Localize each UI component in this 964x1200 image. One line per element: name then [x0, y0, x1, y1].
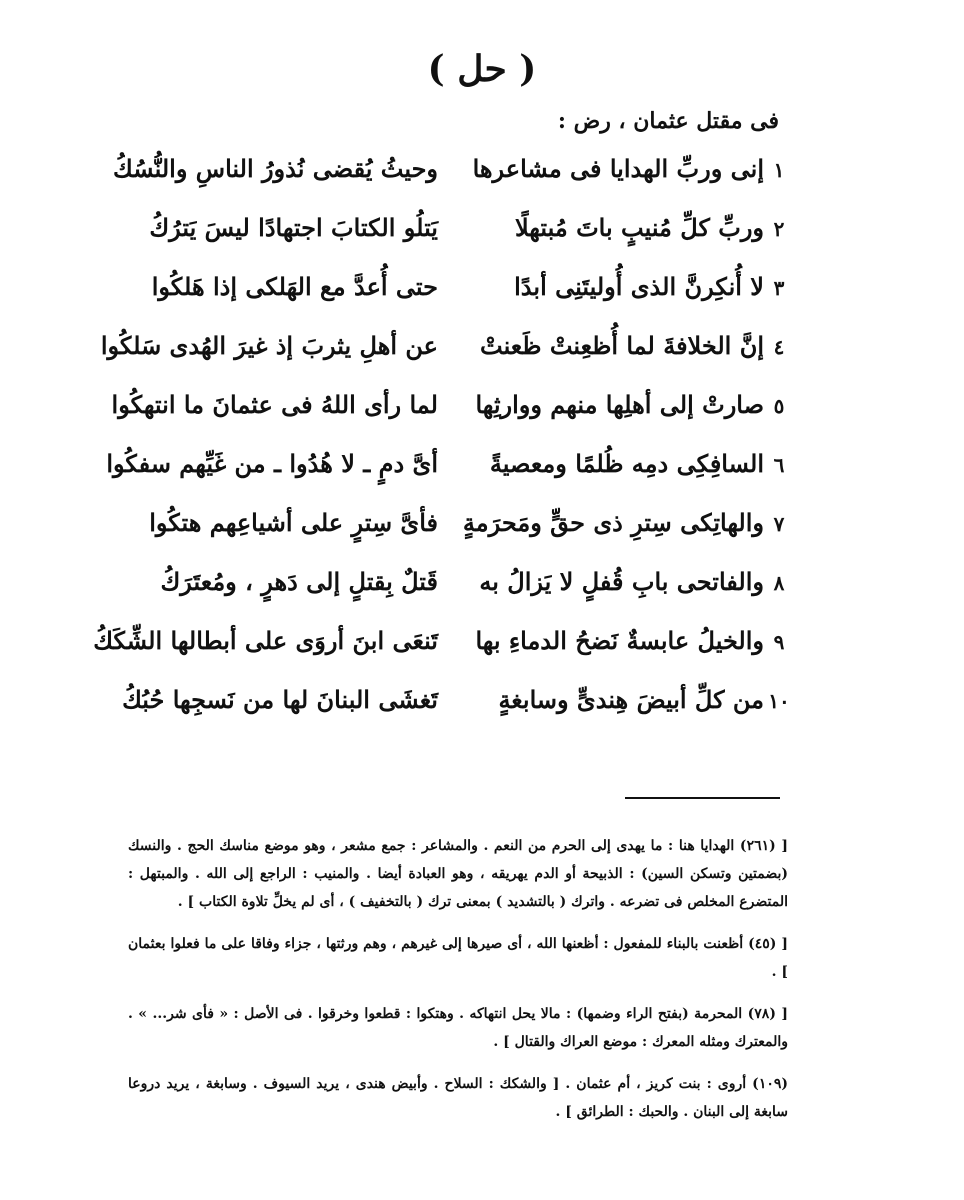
verse-first-hemistich: من كلِّ أبيضَ هِندىٍّ وسابغةٍ	[498, 685, 764, 714]
footnotes	[128, 818, 788, 1132]
verse-row	[110, 150, 790, 209]
verse-first-hemistich: والفاتحى بابِ قُفلٍ لا يَزالُ به	[479, 567, 764, 596]
verse-first-hemistich: والهاتِكى سِترِ ذى حقٍّ ومَحرَمةٍ	[462, 508, 764, 537]
verse-number: ٣	[773, 276, 785, 300]
verse-second-hemistich: تَنعَى ابنَ أروَى على أبطالها الشِّكَكُ	[93, 626, 438, 655]
poem-intro: فى مقتل عثمان ، رض :	[557, 108, 779, 134]
verse-row	[110, 504, 790, 563]
verse-row	[106, 445, 790, 504]
verse-number: ٨	[773, 571, 785, 595]
verse-row	[100, 327, 790, 386]
verse-first-hemistich: لا أُنكِرنَّ الذى أُوليتَنِى أبدًا	[514, 272, 764, 301]
verse-number: ٩	[773, 630, 785, 654]
verse-first-hemistich: إنى وربِّ الهدايا فى مشاعرها	[472, 154, 764, 183]
verse-number: ٤	[773, 335, 785, 359]
poem-verses	[93, 150, 790, 740]
verse-row	[110, 268, 790, 327]
footnote-divider	[625, 797, 780, 799]
footnote: [ (٤٥) أظعنت بالبناء للمفعول : أظعنها الله ، أى صيرها إلى غيرهم ، وهم ورثتها ، جزاء وفاقا على ما فعلوا بعثمان ] .	[128, 936, 788, 980]
verse-first-hemistich: إنَّ الخلافةَ لما أُظعِنتْ ظَعنتْ	[480, 331, 764, 360]
verse-second-hemistich: فأىَّ سِترٍ على أشياعِهم هتكُوا	[149, 508, 438, 537]
verse-row	[93, 622, 790, 681]
verse-second-hemistich: حتى أُعدَّ مع الهَلكى إذا هَلكُوا	[151, 272, 438, 301]
verse-second-hemistich: قَتلٌ بِقتلٍ إلى دَهرٍ ، ومُعتَرَكُ	[160, 567, 438, 596]
verse-number: ١	[773, 158, 785, 182]
footnote: [ (٧٨) المحرمة (بفتح الراء وضمها) : مالا يحل انتهاكه . وهتكوا : قطعوا وخرقوا . فى الأصل : « فأى شر... » . والمعترك ومثله المعرك : موضع العراك والقتال ] .	[128, 1006, 788, 1050]
verse-row	[110, 681, 790, 740]
verse-row	[110, 563, 790, 622]
footnote: (١٠٩) أروى : بنت كريز ، أم عثمان . [ والشكك : السلاح . وأبيض هندى ، يريد السيوف . وسابغة ، يريد دروعا سابغة إلى البنان . والحبك : الطرائق ] .	[128, 1076, 788, 1120]
verse-second-hemistich: تَغشَى البنانَ لها من نَسجِها حُبُكُ	[122, 685, 438, 714]
verse-second-hemistich: وحيثُ يُقضى نُذورُ الناسِ والنُّسُكُ	[112, 154, 438, 183]
verse-row	[110, 386, 790, 445]
verse-second-hemistich: عن أهلِ يثربَ إذ غيرَ الهُدى سَلكُوا	[100, 331, 438, 360]
verse-second-hemistich: لما رأى اللهُ فى عثمانَ ما انتهكُوا	[111, 390, 438, 419]
verse-number: ٦	[773, 453, 785, 477]
verse-number: ١٠	[768, 689, 790, 713]
verse-number: ٥	[773, 394, 785, 418]
verse-second-hemistich: أىَّ دمٍ ـ لا هُدُوا ـ من غَيِّهم سفكُوا	[106, 449, 438, 478]
verse-first-hemistich: والخيلُ عابسةٌ نَضحُ الدماءِ بها	[475, 626, 764, 655]
verse-row	[110, 209, 790, 268]
footnote: [ (٢٦١) الهدايا هنا : ما يهدى إلى الحرم من النعم . والمشاعر : جمع مشعر ، وهو موضع مناسك الحج . والنسك (بضمتين وتسكن السين) : الذبيحة أو الدم يهريقه ، وهو العبادة أيضا . والمنيب : الراجع إلى الله . والمبتهل : المتضرع المخلص فى تضرعه . واترك ( بالتشديد ) بمعنى ترك ( بالتخفيف ) ، أى لم يخلِّ تلاوة الكتاب ] .	[128, 838, 788, 910]
verse-second-hemistich: يَتلُو الكتابَ اجتهادًا ليسَ يَترُكُ	[149, 213, 438, 242]
verse-first-hemistich: صارتْ إلى أهلِها منهم ووارثِها	[475, 390, 764, 419]
verse-number: ٧	[773, 512, 785, 536]
page-title: ( حل )	[427, 48, 537, 90]
verse-first-hemistich: وربِّ كلِّ مُنيبٍ باتَ مُبتهلًا	[514, 213, 764, 242]
verse-number: ٢	[773, 217, 785, 241]
verse-first-hemistich: السافِكِى دمِه ظُلمًا ومعصيةً	[489, 449, 764, 478]
